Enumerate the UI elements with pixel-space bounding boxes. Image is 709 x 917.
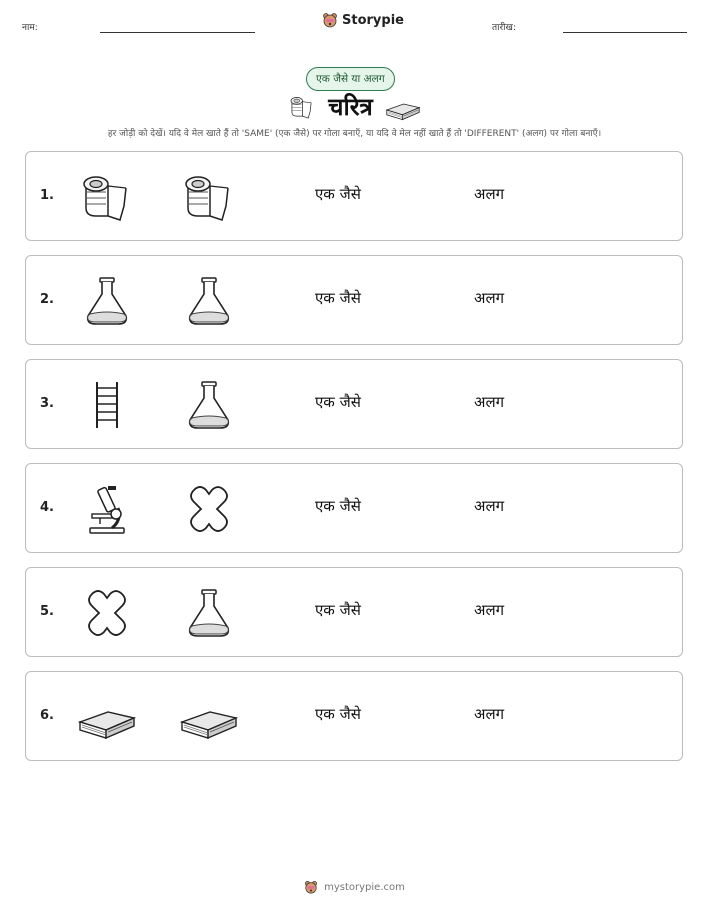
question-number: 6. [40, 708, 54, 723]
date-field-line[interactable] [563, 32, 687, 33]
option-different[interactable]: अलग [474, 601, 505, 619]
name-label: नाम: [22, 23, 38, 33]
book-icon [180, 692, 238, 742]
question-number: 5. [40, 604, 54, 619]
question-number: 1. [40, 188, 54, 203]
flask-icon [180, 276, 238, 326]
tape-roll-icon [180, 172, 238, 222]
question-number: 4. [40, 500, 54, 515]
question-row [25, 671, 683, 761]
tape-roll-icon [288, 95, 316, 119]
brand-logo [322, 12, 404, 28]
footer-url[interactable]: mystorypie.com [324, 881, 405, 893]
question-number: 2. [40, 292, 54, 307]
option-same[interactable]: एक जैसे [315, 497, 361, 515]
microscope-icon [78, 484, 136, 534]
topic-pill: एक जैसे या अलग [306, 67, 395, 91]
bear-logo-icon [304, 880, 318, 894]
footer [0, 880, 709, 894]
option-same[interactable]: एक जैसे [315, 393, 361, 411]
question-row [25, 255, 683, 345]
option-different[interactable]: अलग [474, 289, 505, 307]
brand-name: Storypie [342, 12, 404, 28]
name-field-line[interactable] [100, 32, 255, 33]
option-different[interactable]: अलग [474, 185, 505, 203]
flask-icon [180, 588, 238, 638]
option-same[interactable]: एक जैसे [315, 601, 361, 619]
option-same[interactable]: एक जैसे [315, 289, 361, 307]
question-number: 3. [40, 396, 54, 411]
option-different[interactable]: अलग [474, 497, 505, 515]
question-row [25, 359, 683, 449]
worksheet-header [0, 0, 709, 50]
question-row [25, 567, 683, 657]
tape-roll-icon [78, 172, 136, 222]
option-same[interactable]: एक जैसे [315, 705, 361, 723]
instructions: हर जोड़ी को देखें। यदि वे मेल खाते हैं तो 'SAME' (एक जैसे) पर गोला बनाएँ, या यदि वे मेल नहीं खाते हैं तो 'DIFFERENT' (अलग) पर गोला बनाएँ। [107, 129, 602, 139]
question-row [25, 151, 683, 241]
flask-icon [78, 276, 136, 326]
x-mark-icon [78, 588, 136, 638]
bear-logo-icon [322, 12, 338, 28]
x-mark-icon [180, 484, 238, 534]
title-row [0, 90, 709, 123]
flask-icon [180, 380, 238, 430]
option-different[interactable]: अलग [474, 705, 505, 723]
page-title: चरित्र [328, 93, 373, 121]
option-different[interactable]: अलग [474, 393, 505, 411]
book-icon [385, 92, 421, 122]
book-icon [78, 692, 136, 742]
ladder-icon [78, 380, 136, 430]
question-row [25, 463, 683, 553]
date-label: तारीख: [492, 23, 516, 33]
option-same[interactable]: एक जैसे [315, 185, 361, 203]
